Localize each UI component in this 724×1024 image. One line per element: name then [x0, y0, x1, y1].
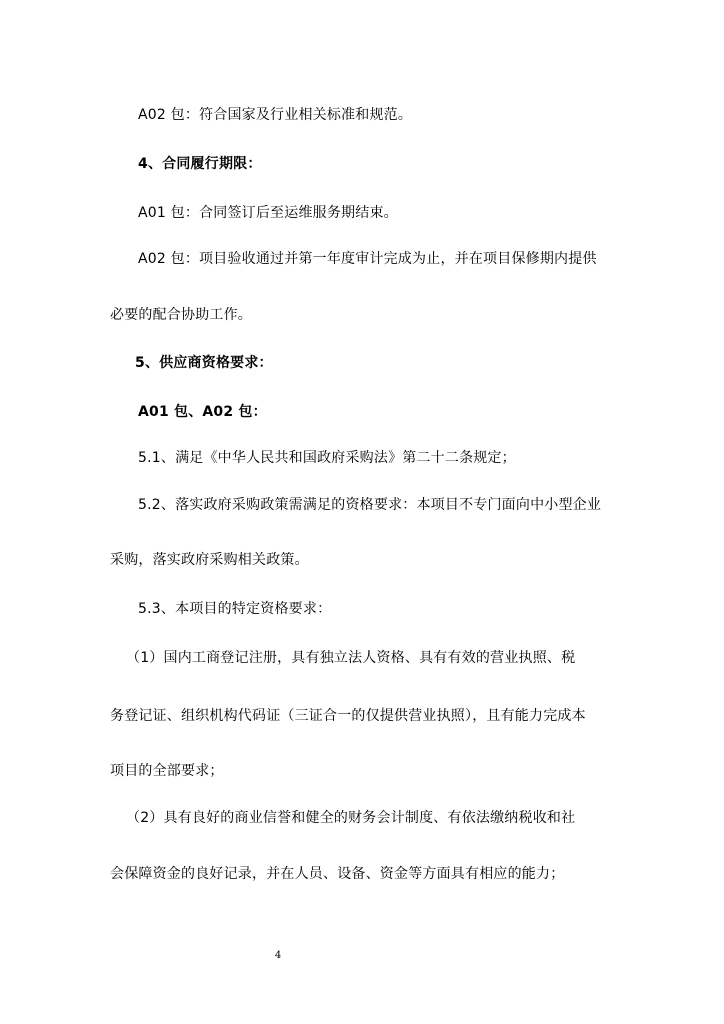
heading-contract-period: 4、合同履行期限：: [138, 156, 262, 172]
paragraph-item-1-end: 项目的全部要求；: [110, 763, 224, 779]
paragraph-a02-standards: A02 包：符合国家及行业相关标准和规范。: [138, 107, 413, 123]
paragraph-item-2-cont: 会保障资金的良好记录，并在人员、设备、资金等方面具有相应的能力；: [110, 866, 565, 882]
paragraph-item-2: （2）具有良好的商业信誉和健全的财务会计制度、有依法缴纳税收和社: [126, 810, 576, 826]
page-number: 4: [274, 950, 282, 961]
heading-supplier-qualification: 5、供应商资格要求：: [135, 355, 273, 371]
heading-packages: A01 包、A02 包：: [138, 404, 267, 420]
paragraph-5-2: 5.2、落实政府采购政策需满足的资格要求：本项目不专门面向中小型企业: [138, 497, 602, 513]
paragraph-item-1-cont: 务登记证、组织机构代码证（三证合一的仅提供营业执照），且有能力完成本: [110, 708, 586, 724]
paragraph-5-1: 5.1、满足《中华人民共和国政府采购法》第二十二条规定；: [138, 450, 516, 466]
paragraph-5-3: 5.3、本项目的特定资格要求：: [138, 601, 332, 617]
paragraph-item-1: （1）国内工商登记注册，具有独立法人资格、具有有效的营业执照、税: [126, 650, 576, 666]
paragraph-a01-period: A01 包：合同签订后至运维服务期结束。: [138, 205, 398, 221]
paragraph-5-2-cont: 采购，落实政府采购相关政策。: [110, 552, 309, 568]
paragraph-a02-period: A02 包：项目验收通过并第一年度审计完成为止，并在项目保修期内提供: [138, 251, 597, 267]
paragraph-a02-period-cont: 必要的配合协助工作。: [110, 307, 252, 323]
